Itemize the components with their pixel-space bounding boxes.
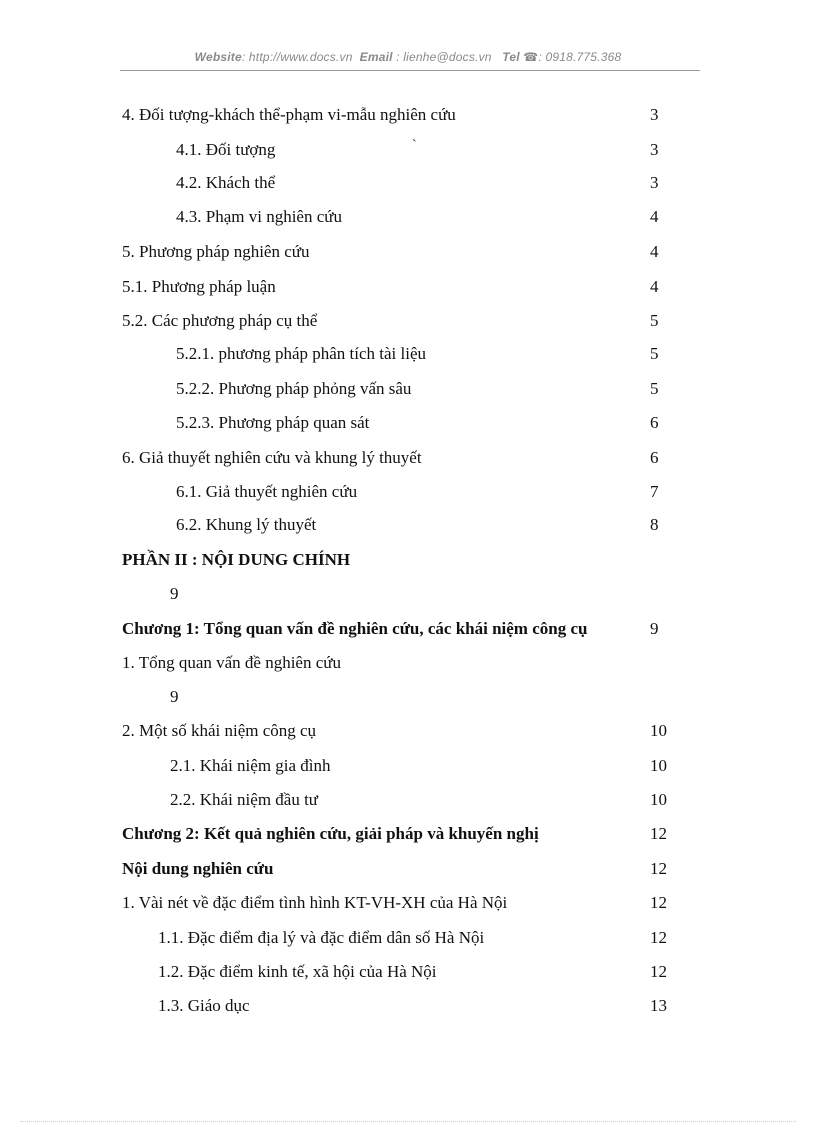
toc-page: 7: [650, 482, 659, 501]
toc-part-heading: [0, 548, 816, 572]
toc-row: [0, 342, 816, 366]
toc-row: [0, 651, 816, 675]
toc-label: 1. Tổng quan vấn đề nghiên cứu: [122, 653, 341, 672]
header-divider: [120, 70, 700, 71]
tel-label: Tel: [502, 50, 520, 64]
page-header: [0, 50, 816, 64]
toc-label: 2. Một số khái niệm công cụ: [122, 721, 317, 740]
toc-page: 4: [650, 207, 659, 226]
toc-page: 12: [650, 928, 667, 947]
toc-row: [0, 411, 816, 435]
toc-label: 4.3. Phạm vi nghiên cứu: [176, 207, 342, 226]
toc-row: [0, 719, 816, 743]
toc-label: 6. Giả thuyết nghiên cứu và khung lý thuyết: [122, 448, 422, 467]
toc-row: [0, 754, 816, 778]
website-label: Website: [194, 50, 242, 64]
toc-row: [0, 960, 816, 984]
toc-page: 3: [650, 105, 659, 124]
toc-label: 2.1. Khái niệm gia đình: [170, 756, 331, 775]
tel-value: : 0918.775.368: [538, 50, 622, 64]
toc-row: [0, 138, 816, 162]
toc-row: [0, 205, 816, 229]
phone-icon: ☎: [523, 50, 539, 64]
toc-row: [0, 513, 816, 537]
toc-page: 12: [650, 824, 667, 843]
toc-label: 1.2. Đặc điểm kinh tế, xã hội của Hà Nội: [158, 962, 437, 981]
toc-page: 12: [650, 962, 667, 981]
toc-label: PHẦN II : NỘI DUNG CHÍNH: [122, 550, 351, 569]
toc-row: [0, 685, 816, 709]
toc-label: 6.1. Giả thuyết nghiên cứu: [176, 482, 358, 501]
toc-page: 12: [650, 859, 667, 878]
toc-page: 6: [650, 413, 659, 432]
toc-page: 12: [650, 893, 667, 912]
toc-label: 1.3. Giáo dục: [158, 996, 250, 1015]
toc-label: 4.1. Đối tượng: [176, 140, 276, 159]
toc-page: 9: [170, 584, 179, 603]
toc-label: Chương 1: Tổng quan vấn đề nghiên cứu, các khái niệm công cụ: [122, 619, 588, 638]
toc-section-heading: [0, 857, 816, 881]
toc-row: [0, 582, 816, 606]
toc-row: [0, 926, 816, 950]
toc-row: [0, 480, 816, 504]
email-label: Email: [359, 50, 393, 64]
email-value: : lienhe@docs.vn: [392, 50, 492, 64]
toc-page: 3: [650, 173, 659, 192]
toc-page: 5: [650, 311, 659, 330]
toc-page: 4: [650, 242, 659, 261]
toc-label: 5.2.2. Phương pháp phỏng vấn sâu: [176, 379, 412, 398]
toc-page: 9: [170, 687, 179, 706]
toc-row: [0, 377, 816, 401]
toc-page: 10: [650, 756, 667, 775]
toc-label: 6.2. Khung lý thuyết: [176, 515, 317, 534]
toc-page: 6: [650, 448, 659, 467]
toc-chapter-heading: [0, 822, 816, 846]
toc-label: 5. Phương pháp nghiên cứu: [122, 242, 310, 261]
toc-label: 4.2. Khách thể: [176, 173, 276, 192]
toc-page: 3: [650, 140, 659, 159]
toc-label: 5.1. Phương pháp luận: [122, 277, 276, 296]
toc-label: 2.2. Khái niệm đầu tư: [170, 790, 319, 809]
toc-row: [0, 309, 816, 333]
toc-label: Nội dung nghiên cứu: [122, 859, 274, 878]
page-bottom-rule: [20, 1121, 796, 1122]
toc-page: 4: [650, 277, 659, 296]
toc-row: [0, 240, 816, 264]
toc-chapter-heading: [0, 617, 816, 641]
website-value: : http://www.docs.vn: [241, 50, 353, 64]
toc-row: [0, 446, 816, 470]
toc-label: 1.1. Đặc điểm địa lý và đặc điểm dân số Hà Nội: [158, 928, 485, 947]
stray-mark: `: [412, 138, 417, 153]
toc-row: [0, 788, 816, 812]
toc-page: 13: [650, 996, 667, 1015]
toc-label: 5.2. Các phương pháp cụ thể: [122, 311, 318, 330]
toc-page: 9: [650, 619, 659, 638]
toc-page: 8: [650, 515, 659, 534]
toc-row: [0, 994, 816, 1018]
toc-label: 5.2.1. phương pháp phân tích tài liệu: [176, 344, 427, 363]
toc-page: 10: [650, 790, 667, 809]
toc-page: 10: [650, 721, 667, 740]
toc-row: [0, 171, 816, 195]
toc-row: [0, 891, 816, 915]
toc-page: 5: [650, 379, 659, 398]
toc-label: 4. Đối tượng-khách thể-phạm vi-mẫu nghiên cứu: [122, 105, 456, 124]
toc-row: [0, 275, 816, 299]
toc-label: Chương 2: Kết quả nghiên cứu, giải pháp và khuyến nghị: [122, 824, 539, 843]
toc-label: 5.2.3. Phương pháp quan sát: [176, 413, 370, 432]
toc-page: 5: [650, 344, 659, 363]
toc-label: 1. Vài nét về đặc điểm tình hình KT-VH-XH của Hà Nội: [122, 893, 508, 912]
toc-row: [0, 103, 816, 127]
